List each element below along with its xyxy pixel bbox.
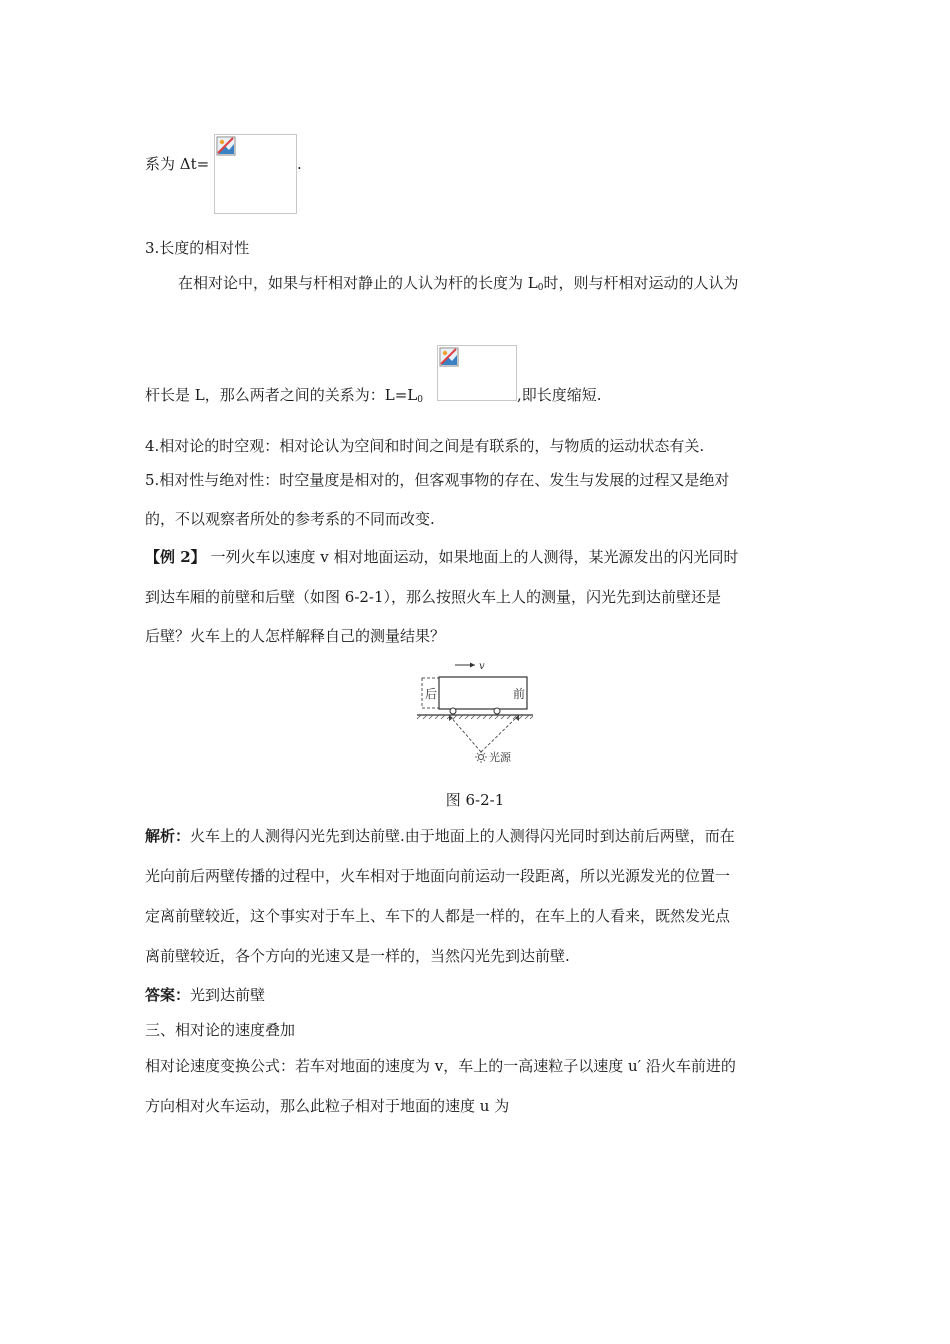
light-ray-front <box>481 715 519 752</box>
velocity-para-line1: 相对论速度变换公式：若车对地面的速度为 v，车上的一高速粒子以速度 u′ 沿火车前进的 <box>145 1057 736 1075</box>
analysis-line4: 离前壁较近，各个方向的光速又是一样的，当然闪光先到达前壁. <box>145 947 570 965</box>
section-three-title: 三、相对论的速度叠加 <box>145 1021 296 1039</box>
answer-text: 光到达前壁 <box>190 986 266 1004</box>
figure-caption: 图 6-2-1 <box>445 791 505 809</box>
example2-line1: 【例 2】 一列火车以速度 v 相对地面运动，如果地面上的人测得，某光源发出的闪光同时 <box>145 548 739 566</box>
item5-line2: 的，不以观察者所处的参考系的不同而改变. <box>145 510 435 528</box>
formula-dt-suffix: . <box>297 155 302 173</box>
example2-tag: 【例 2】 <box>145 548 206 566</box>
item5-line1: 5.相对性与绝对性：时空量度是相对的，但客观事物的存在、发生与发展的过程又是绝对 <box>145 471 730 489</box>
analysis-line1: 解析：火车上的人测得闪光先到达前壁.由于地面上的人测得闪光同时到达前后两壁，而在 <box>145 827 735 845</box>
formula-dt-image <box>214 134 297 214</box>
length-para-line2: 杆长是 L，那么两者之间的关系为：$L=L_0$ <box>145 386 423 405</box>
analysis-label: 解析： <box>145 827 191 845</box>
formula-dt-line <box>145 154 209 174</box>
train-diagram <box>415 656 535 770</box>
velocity-para-line2: 方向相对火车运动，那么此粒子相对于地面的速度 u 为 <box>145 1097 510 1115</box>
wheel-rear <box>450 708 456 714</box>
front-label: 前 <box>513 687 526 701</box>
answer-line <box>145 985 265 1005</box>
rear-label: 后 <box>425 687 438 701</box>
item4: 4.相对论的时空观：相对论认为空间和时间之间是有联系的，与物质的运动状态有关. <box>145 437 705 455</box>
broken-image-icon <box>439 347 459 367</box>
analysis-line2: 光向前后两壁传播的过程中，火车相对于地面向前运动一段距离，所以光源发光的位置一 <box>145 867 731 885</box>
analysis-line3: 定离前壁较近，这个事实对于车上、车下的人都是一样的，在车上的人看来，既然发光点 <box>145 907 731 925</box>
light-source-label: 光源 <box>489 751 511 764</box>
section3-title: 3.长度的相对性 <box>145 239 250 257</box>
length-para-line1: 在相对论中，如果与杆相对静止的人认为杆的长度为 $L_0$时，则与杆相对运动的人认为 <box>178 274 739 293</box>
wheel-front <box>494 708 500 714</box>
example2-line3: 后壁？火车上的人怎样解释自己的测量结果？ <box>145 627 446 645</box>
formula-dt-prefix: 系为 Δt= <box>145 155 210 173</box>
length-formula-image <box>437 345 517 401</box>
answer-label: 答案： <box>145 986 191 1004</box>
light-ray-rear <box>449 715 481 752</box>
light-source-icon <box>475 751 487 763</box>
velocity-label: v <box>479 661 485 672</box>
length-para-suffix: ,即长度缩短. <box>517 386 602 404</box>
example2-line2: 到达车厢的前壁和后壁（如图 6-2-1），那么按照火车上人的测量，闪光先到达前壁还是 <box>145 588 722 606</box>
broken-image-icon <box>216 136 236 156</box>
